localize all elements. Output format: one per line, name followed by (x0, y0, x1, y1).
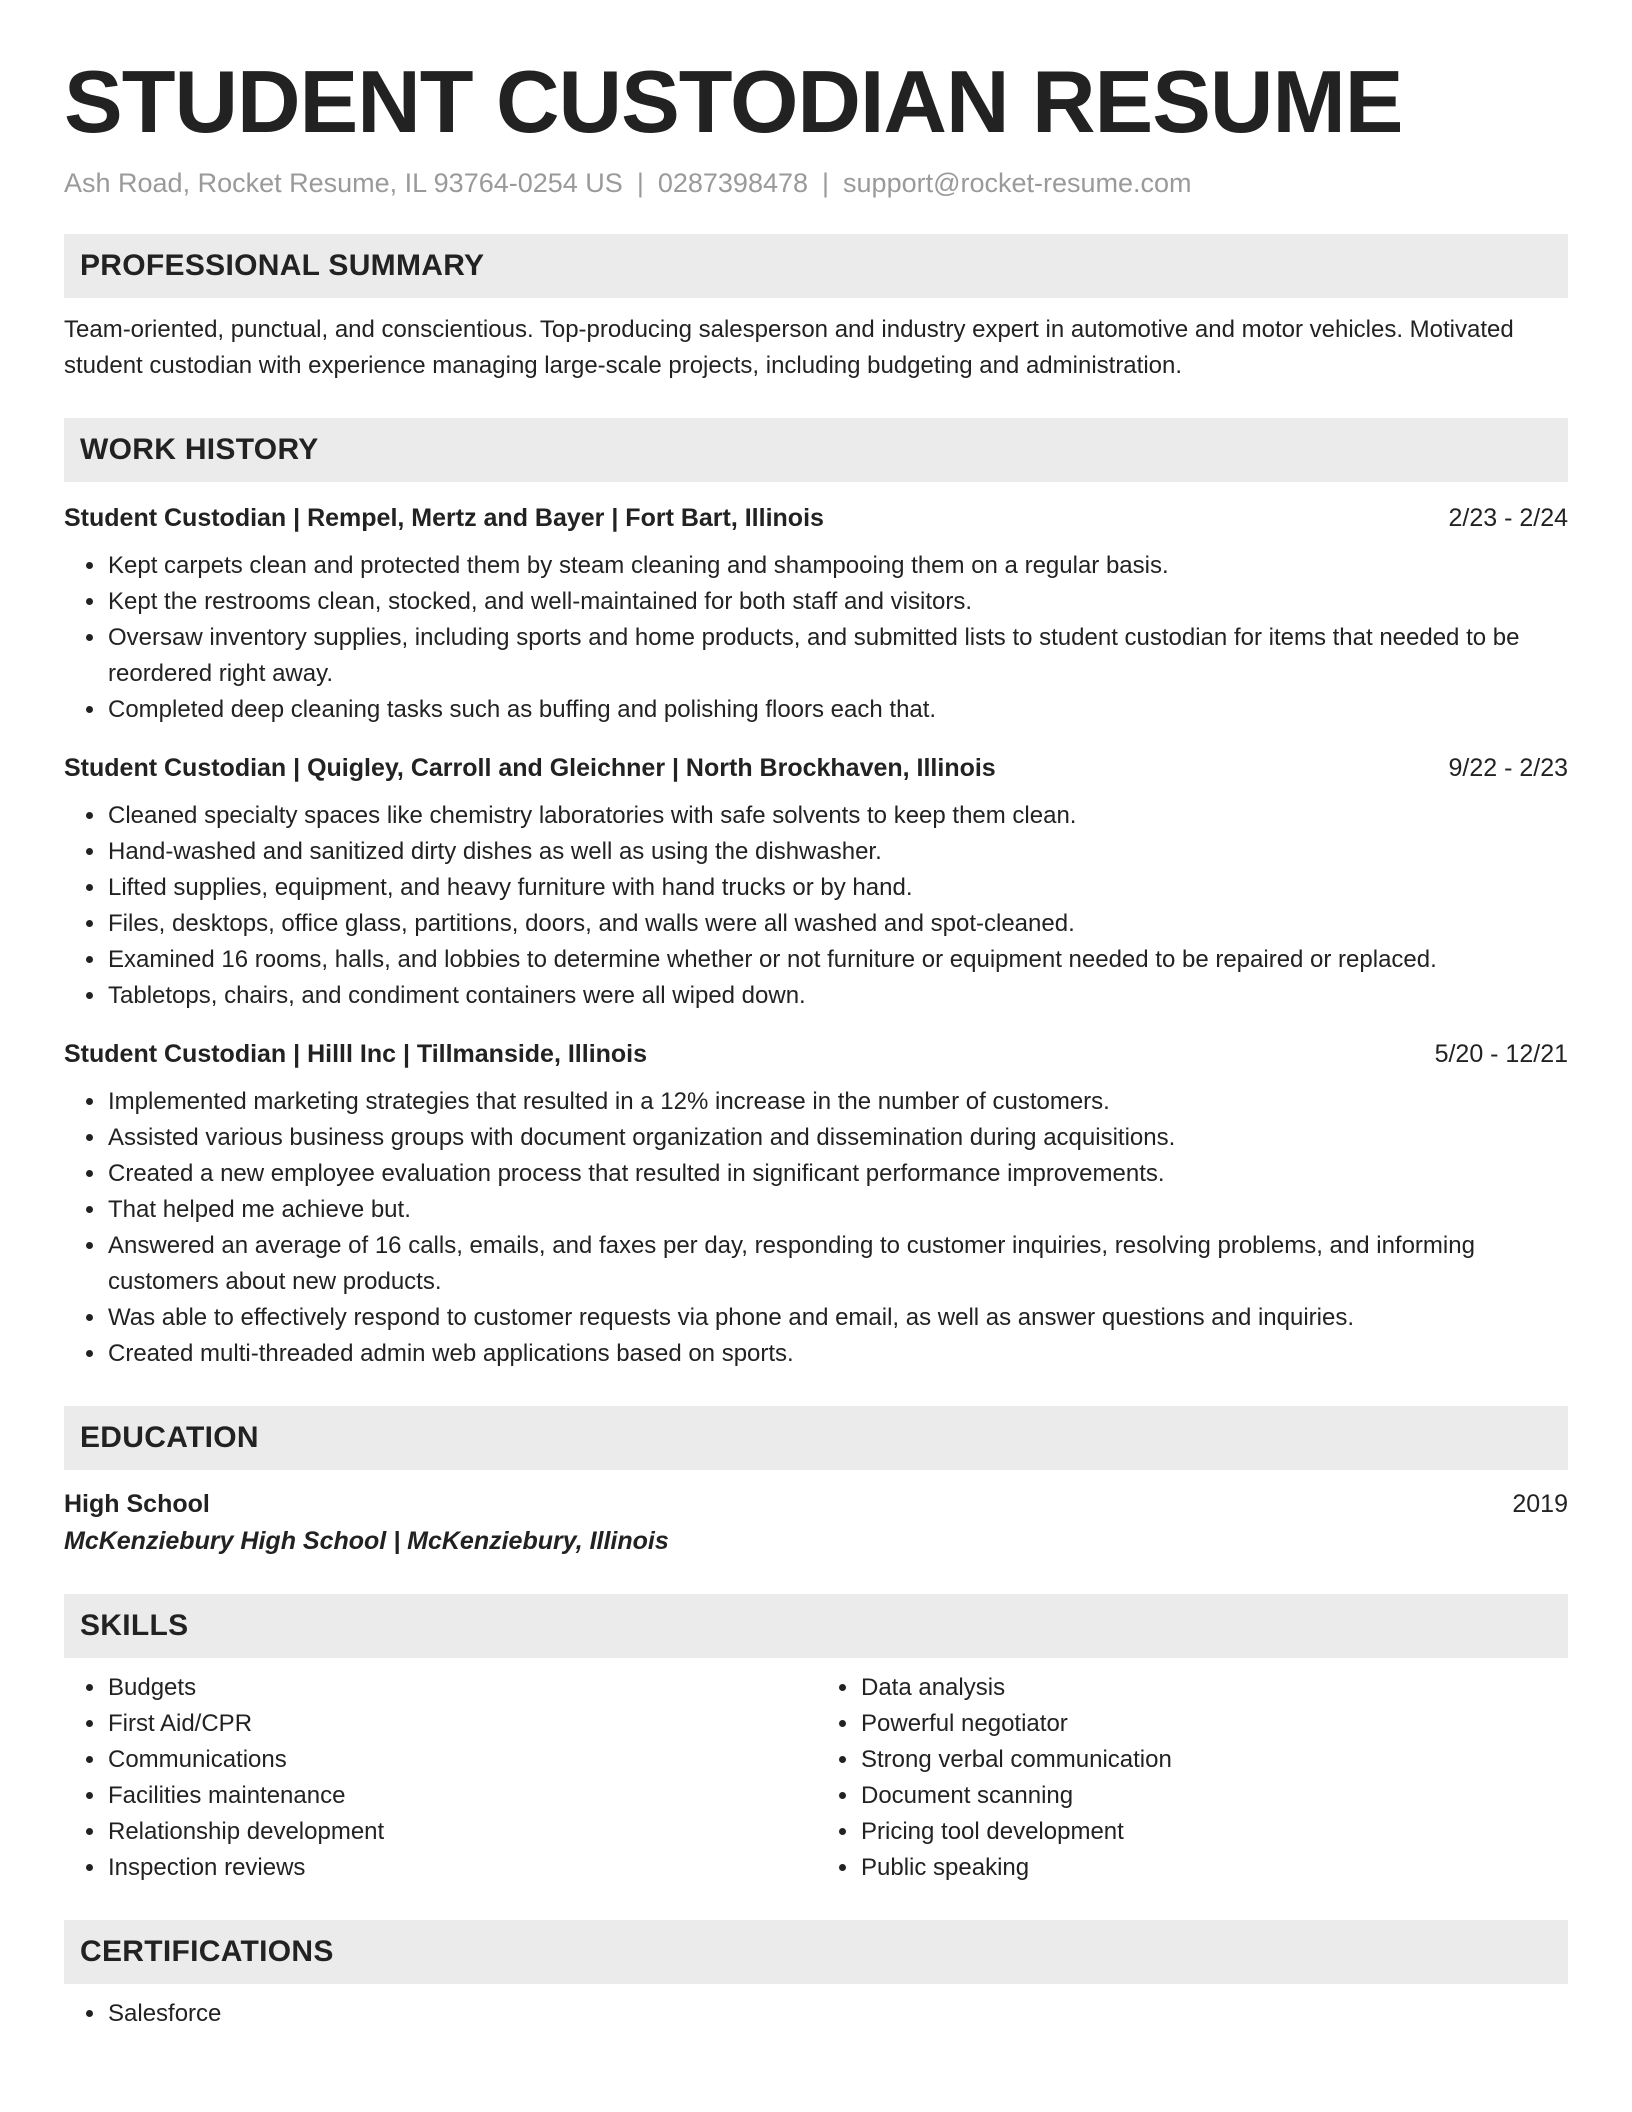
job-duty-item: • That helped me achieve but. (107, 1192, 1568, 1228)
section-heading-summary: PROFESSIONAL SUMMARY (64, 234, 1568, 298)
education-school: McKenziebury High School | McKenziebury, Illinois (64, 1527, 669, 1555)
skill-item: • Data analysis (860, 1670, 1568, 1706)
skills-columns (64, 1670, 1568, 1886)
skill-item: • Budgets (107, 1670, 816, 1706)
skill-item: • Pricing tool development (860, 1814, 1568, 1850)
skill-item: • Powerful negotiator (860, 1706, 1568, 1742)
skill-item: • Inspection reviews (107, 1850, 816, 1886)
job-duty-item: • Answered an average of 16 calls, emails, and faxes per day, responding to customer inquiries, resolving problems, and informing customers about new products. (107, 1228, 1568, 1300)
work-history-list (64, 500, 1568, 1372)
job-title: Student Custodian | Hilll Inc | Tillmanside, Illinois (64, 1040, 648, 1068)
section-heading-skills: SKILLS (64, 1594, 1568, 1658)
certifications-list (64, 1996, 1568, 2032)
certification-item: • Salesforce (107, 1996, 1568, 2032)
skill-item: • Document scanning (860, 1778, 1568, 1814)
job-duty-item: • Kept carpets clean and protected them by steam cleaning and shampooing them on a regular basis. (107, 548, 1568, 584)
job-duty-item: • Lifted supplies, equipment, and heavy furniture with hand trucks or by hand. (107, 870, 1568, 906)
contact-address: Ash Road, Rocket Resume, IL 93764-0254 US (64, 168, 623, 198)
job-duty-item: • Assisted various business groups with document organization and dissemination during acquisitions. (107, 1120, 1568, 1156)
contact-separator: | (822, 168, 830, 198)
section-heading-certifications: CERTIFICATIONS (64, 1920, 1568, 1984)
section-heading-education: EDUCATION (64, 1406, 1568, 1470)
skills-list-left (64, 1670, 816, 1886)
skill-item: • Public speaking (860, 1850, 1568, 1886)
job-duty-item: • Created a new employee evaluation process that resulted in significant performance improvements. (107, 1156, 1568, 1192)
job-duties-list (64, 548, 1568, 728)
job-entry (64, 500, 1568, 728)
job-dates: 2/23 - 2/24 (1448, 504, 1568, 532)
job-header (64, 500, 1568, 536)
job-duty-item: • Created multi-threaded admin web applications based on sports. (107, 1336, 1568, 1372)
job-duty-item: • Files, desktops, office glass, partitions, doors, and walls were all washed and spot-cleaned. (107, 906, 1568, 942)
job-duty-item: • Completed deep cleaning tasks such as buffing and polishing floors each that. (107, 692, 1568, 728)
job-duty-item: • Hand-washed and sanitized dirty dishes as well as using the dishwasher. (107, 834, 1568, 870)
job-duties-list (64, 798, 1568, 1014)
job-entry (64, 750, 1568, 1014)
job-header (64, 1036, 1568, 1072)
education-degree: High School (64, 1490, 210, 1518)
contact-line (64, 166, 1568, 200)
skill-item: • Communications (107, 1742, 816, 1778)
resume-title: STUDENT CUSTODIAN RESUME (64, 52, 1403, 151)
education-entry (64, 1486, 1568, 1560)
contact-phone: 0287398478 (657, 168, 809, 198)
job-title: Student Custodian | Quigley, Carroll and Gleichner | North Brockhaven, Illinois (64, 754, 996, 782)
contact-separator: | (636, 168, 644, 198)
job-duty-item: • Oversaw inventory supplies, including sports and home products, and submitted lists to student custodian for items that needed to be reordered right away. (107, 620, 1568, 692)
job-duty-item: • Implemented marketing strategies that resulted in a 12% increase in the number of customers. (107, 1084, 1568, 1120)
summary-text: Team-oriented, punctual, and conscientious. Top-producing salesperson and industry expert in automotive and motor vehicles. Motivated student custodian with experience managing large-scale projects, including budgeting and administration. (64, 316, 1514, 379)
contact-email: support@rocket-resume.com (843, 168, 1192, 198)
job-duty-item: • Was able to effectively respond to customer requests via phone and email, as well as answer questions and inquiries. (107, 1300, 1568, 1336)
job-duties-list (64, 1084, 1568, 1372)
job-dates: 5/20 - 12/21 (1434, 1040, 1568, 1068)
job-dates: 9/22 - 2/23 (1448, 754, 1568, 782)
skills-list-right (816, 1670, 1568, 1886)
education-year: 2019 (1512, 1490, 1568, 1518)
job-duty-item: • Examined 16 rooms, halls, and lobbies to determine whether or not furniture or equipment needed to be repaired or replaced. (107, 942, 1568, 978)
section-heading-work-history: WORK HISTORY (64, 418, 1568, 482)
job-duty-item: • Kept the restrooms clean, stocked, and well-maintained for both staff and visitors. (107, 584, 1568, 620)
skill-item: • Facilities maintenance (107, 1778, 816, 1814)
job-duty-item: • Cleaned specialty spaces like chemistry laboratories with safe solvents to keep them clean. (107, 798, 1568, 834)
job-duty-item: • Tabletops, chairs, and condiment containers were all wiped down. (107, 978, 1568, 1014)
job-title: Student Custodian | Rempel, Mertz and Bayer | Fort Bart, Illinois (64, 504, 824, 532)
job-header (64, 750, 1568, 786)
skill-item: • First Aid/CPR (107, 1706, 816, 1742)
skill-item: • Strong verbal communication (860, 1742, 1568, 1778)
job-entry (64, 1036, 1568, 1372)
education-row (64, 1486, 1568, 1522)
skill-item: • Relationship development (107, 1814, 816, 1850)
